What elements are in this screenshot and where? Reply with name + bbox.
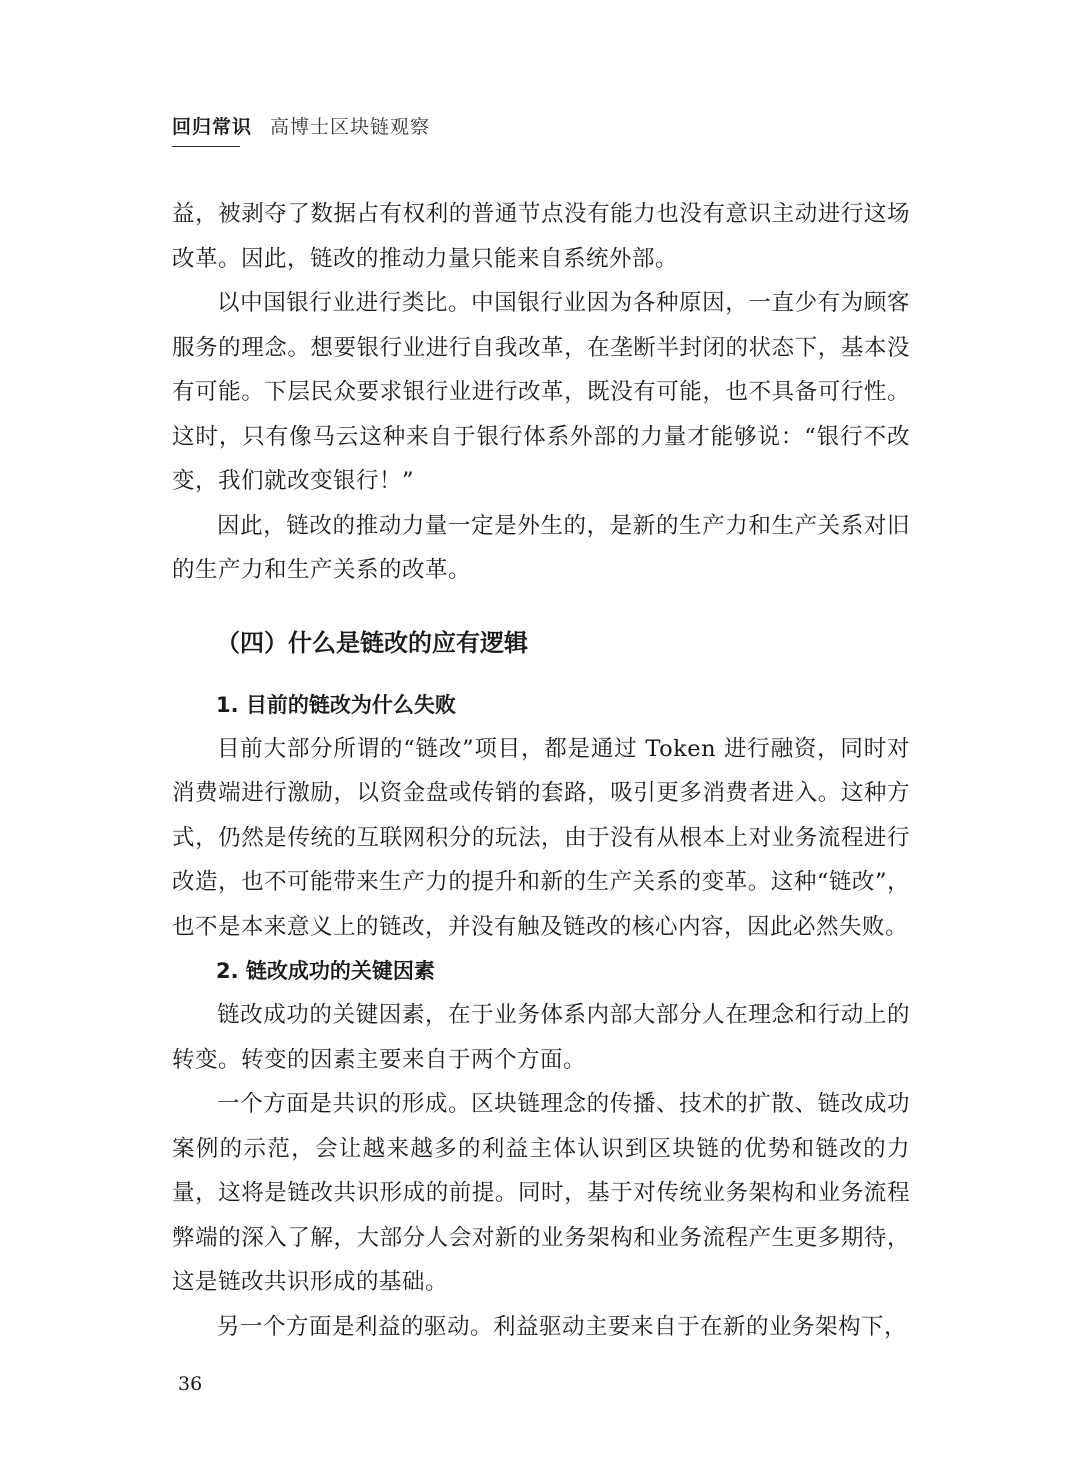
subsection-heading-2: 2. 链改成功的关键因素 [216,959,435,983]
book-subtitle: 高博士区块链观察 [270,116,431,138]
running-header [172,112,430,139]
page-number: 36 [178,1373,203,1395]
header-rule [172,146,240,147]
paragraph-incentive: 另一个方面是利益的驱动。利益驱动主要来自于在新的业务架构下， [217,1313,908,1340]
paragraph-conclusion: 因此，链改的推动力量一定是外生的，是新的生产力和生产关系对旧的生产力和生产关系的改革。 [172,512,910,583]
book-title: 回归常识 [172,116,253,138]
paragraph-failure-reasons: 目前大部分所谓的“链改”项目，都是通过 Token 进行融资，同时对消费端进行激励，以资金盘或传销的套路，吸引更多消费者进入。这种方式，仍然是传统的互联网积分的玩法，由于没有从根本上对业务流程进行改造，也不可能带来生产力的提升和新的生产关系的变革。这种“链改”，也不是本来意义上的链改，并没有触及链改的核心内容，因此必然失败。 [172,735,910,940]
paragraph-key-factors: 链改成功的关键因素，在于业务体系内部大部分人在理念和行动上的转变。转变的因素主要来自于两个方面。 [172,1002,910,1073]
paragraph-continued: 益，被剥夺了数据占有权利的普通节点没有能力也没有意识主动进行这场改革。因此，链改的推动力量只能来自系统外部。 [172,201,910,272]
body-text [172,192,910,1349]
paragraph-bank-analogy: 以中国银行业进行类比。中国银行业因为各种原因，一直少有为顾客服务的理念。想要银行业进行自我改革，在垄断半封闭的状态下，基本没有可能。下层民众要求银行业进行改革，既没有可能，也不具备可行性。这时，只有像马云这种来自于银行体系外部的力量才能够说：“银行不改变，我们就改变银行！” [172,290,910,494]
section-heading: （四）什么是链改的应有逻辑 [216,628,528,657]
subsection-heading-1: 1. 目前的链改为什么失败 [216,692,456,717]
paragraph-consensus: 一个方面是共识的形成。区块链理念的传播、技术的扩散、链改成功案例的示范，会让越来越多的利益主体认识到区块链的优势和链改的力量，这将是链改共识形成的前提。同时，基于对传统业务架构和业务流程弊端的深入了解，大部分人会对新的业务架构和业务流程产生更多期待，这是链改共识形成的基础。 [172,1091,910,1295]
